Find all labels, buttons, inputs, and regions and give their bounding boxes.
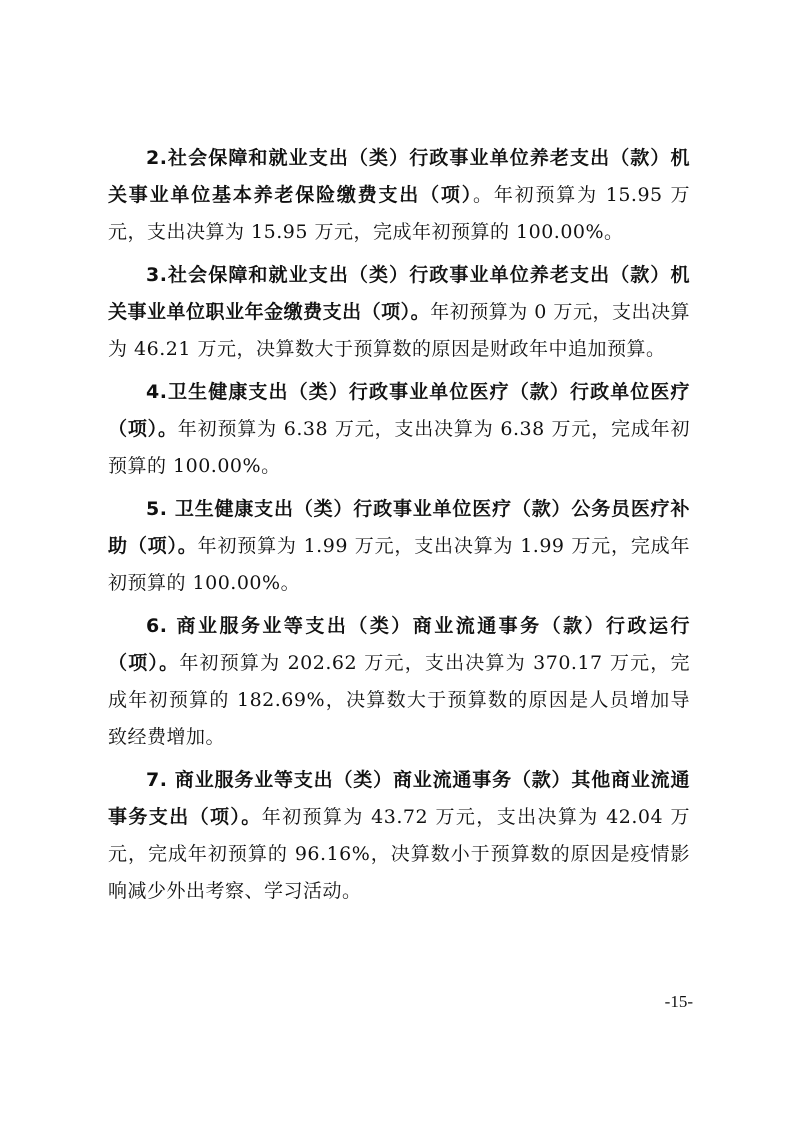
paragraph-body: 年初预算为 1.99 万元，支出决算为 1.99 万元，完成年初预算的 100.00%。 <box>108 535 690 594</box>
page-number: -15- <box>664 992 693 1011</box>
paragraph-item-5 <box>108 491 690 602</box>
paragraph-heading: 4.卫生健康支出（类）行政事业单位医疗（款）行政单位医疗（项）。 <box>108 381 690 440</box>
paragraph-body: 年初预算为 0 万元，支出决算为 46.21 万元，决算数大于预算数的原因是财政年中追加预算。 <box>108 301 690 360</box>
paragraph-heading: 2.社会保障和就业支出（类）行政事业单位养老支出（款）机关事业单位基本养老保险缴费支出（项） <box>108 147 690 206</box>
paragraph-item-2 <box>108 140 690 251</box>
paragraph-item-3 <box>108 257 690 368</box>
paragraph-item-7 <box>108 762 690 910</box>
paragraph-heading: 3.社会保障和就业支出（类）行政事业单位养老支出（款）机关事业单位职业年金缴费支出（项）。 <box>108 264 690 323</box>
paragraph-body: 年初预算为 6.38 万元，支出决算为 6.38 万元，完成年初预算的 100.00%。 <box>108 418 690 477</box>
paragraph-heading: 5. 卫生健康支出（类）行政事业单位医疗（款）公务员医疗补助（项）。 <box>108 498 690 557</box>
paragraph-heading: 6. 商业服务业等支出（类）商业流通事务（款）行政运行（项）。 <box>108 615 690 674</box>
paragraph-heading: 7. 商业服务业等支出（类）商业流通事务（款）其他商业流通事务支出（项）。 <box>108 769 690 828</box>
paragraph-item-4 <box>108 374 690 485</box>
page-content <box>108 140 690 916</box>
paragraph-body: 年初预算为 43.72 万元，支出决算为 42.04 万元，完成年初预算的 96.16%，决算数小于预算数的原因是疫情影响减少外出考察、学习活动。 <box>108 806 690 902</box>
paragraph-body: 。年初预算为 15.95 万元，支出决算为 15.95 万元，完成年初预算的 100.00%。 <box>108 184 690 243</box>
paragraph-body: 年初预算为 202.62 万元，支出决算为 370.17 万元，完成年初预算的 182.69%，决算数大于预算数的原因是人员增加导致经费增加。 <box>108 652 690 748</box>
paragraph-item-6 <box>108 608 690 756</box>
